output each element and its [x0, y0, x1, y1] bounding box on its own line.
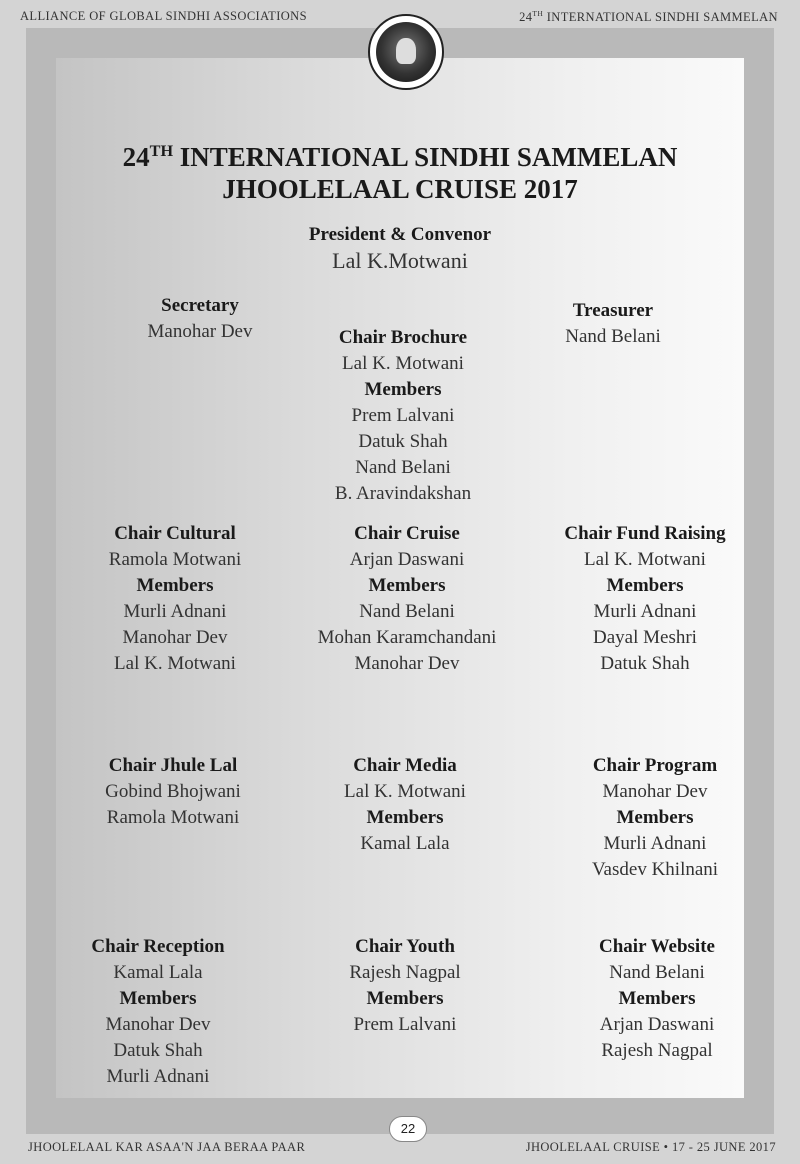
president-block	[270, 222, 530, 274]
cultural-heading: Chair Cultural	[114, 523, 236, 544]
program-chair: Manohar Dev	[602, 781, 708, 802]
cruise-member: Mohan Karamchandani	[317, 627, 497, 648]
brochure-heading: Chair Brochure	[338, 327, 468, 348]
program-members-label: Members	[616, 807, 694, 828]
fund-raising-member: Dayal Meshri	[593, 627, 697, 648]
reception-heading: Chair Reception	[91, 936, 225, 957]
brochure-members-label: Members	[364, 379, 442, 400]
media-member: Kamal Lala	[360, 833, 450, 854]
cruise-heading: Chair Cruise	[354, 523, 460, 544]
association-seal-logo	[368, 14, 444, 90]
brochure-member: B. Aravindakshan	[334, 483, 472, 504]
program-block	[525, 753, 785, 883]
page-subtitle: JHOOLELAAL CRUISE 2017	[222, 174, 578, 204]
cultural-member: Manohar Dev	[122, 627, 228, 648]
cultural-members-label: Members	[136, 575, 214, 596]
program-member: Vasdev Khilnani	[591, 859, 719, 880]
secretary-name: Manohar Dev	[147, 321, 253, 342]
fund-raising-members-label: Members	[606, 575, 684, 596]
treasurer-name: Nand Belani	[565, 326, 661, 347]
header-event: 24TH INTERNATIONAL SINDHI SAMMELAN	[519, 9, 778, 25]
brochure-member: Datuk Shah	[358, 431, 448, 452]
brochure-block	[273, 325, 533, 507]
cultural-member: Lal K. Motwani	[114, 653, 236, 674]
youth-member: Prem Lalvani	[353, 1014, 457, 1035]
president-heading: President & Convenor	[308, 224, 492, 245]
reception-members-label: Members	[119, 988, 197, 1009]
footer-slogan: JHOOLELAAL KAR ASAA'N JAA BERAA PAAR	[28, 1140, 306, 1154]
media-block	[275, 753, 535, 857]
reception-chair: Kamal Lala	[113, 962, 203, 983]
cultural-member: Murli Adnani	[123, 601, 227, 622]
cultural-chair: Ramola Motwani	[108, 549, 242, 570]
cultural-block	[45, 521, 305, 677]
president-name: Lal K.Motwani	[332, 248, 468, 273]
media-heading: Chair Media	[353, 755, 457, 776]
cruise-member: Nand Belani	[359, 601, 455, 622]
website-member: Rajesh Nagpal	[601, 1040, 713, 1061]
cruise-member: Manohar Dev	[354, 653, 460, 674]
website-member: Arjan Daswani	[599, 1014, 715, 1035]
media-chair: Lal K. Motwani	[344, 781, 466, 802]
website-block	[527, 934, 787, 1064]
website-members-label: Members	[618, 988, 696, 1009]
cruise-chair: Arjan Daswani	[349, 549, 465, 570]
media-members-label: Members	[366, 807, 444, 828]
header-org: ALLIANCE OF GLOBAL SINDHI ASSOCIATIONS	[20, 9, 307, 23]
brochure-chair: Lal K. Motwani	[342, 353, 464, 374]
page-number: 22	[389, 1116, 427, 1142]
brochure-member: Prem Lalvani	[351, 405, 455, 426]
website-chair: Nand Belani	[609, 962, 705, 983]
fund-raising-block	[515, 521, 775, 677]
jhule-lal-block	[43, 753, 303, 831]
reception-member: Murli Adnani	[106, 1066, 210, 1087]
youth-chair: Rajesh Nagpal	[349, 962, 461, 983]
fund-raising-member: Datuk Shah	[600, 653, 690, 674]
reception-member: Manohar Dev	[105, 1014, 211, 1035]
footer-event-dates: JHOOLELAAL CRUISE • 17 - 25 JUNE 2017	[525, 1140, 776, 1154]
cruise-members-label: Members	[368, 575, 446, 596]
treasurer-heading: Treasurer	[572, 300, 654, 321]
page-title: 24TH INTERNATIONAL SINDHI SAMMELAN	[122, 142, 678, 172]
program-member: Murli Adnani	[603, 833, 707, 854]
cruise-block	[277, 521, 537, 677]
jhule-lal-heading: Chair Jhule Lal	[108, 755, 238, 776]
brochure-member: Nand Belani	[355, 457, 451, 478]
website-heading: Chair Website	[599, 936, 715, 957]
jhule-lal-name: Ramola Motwani	[106, 807, 240, 828]
fund-raising-member: Murli Adnani	[593, 601, 697, 622]
youth-heading: Chair Youth	[355, 936, 455, 957]
reception-member: Datuk Shah	[113, 1040, 203, 1061]
secretary-heading: Secretary	[161, 295, 239, 316]
program-heading: Chair Program	[592, 755, 718, 776]
seal-emblem	[376, 22, 436, 82]
fund-raising-chair: Lal K. Motwani	[584, 549, 706, 570]
youth-block	[275, 934, 535, 1038]
reception-block	[28, 934, 288, 1090]
youth-members-label: Members	[366, 988, 444, 1009]
jhule-lal-name: Gobind Bhojwani	[105, 781, 241, 802]
fund-raising-heading: Chair Fund Raising	[564, 523, 726, 544]
